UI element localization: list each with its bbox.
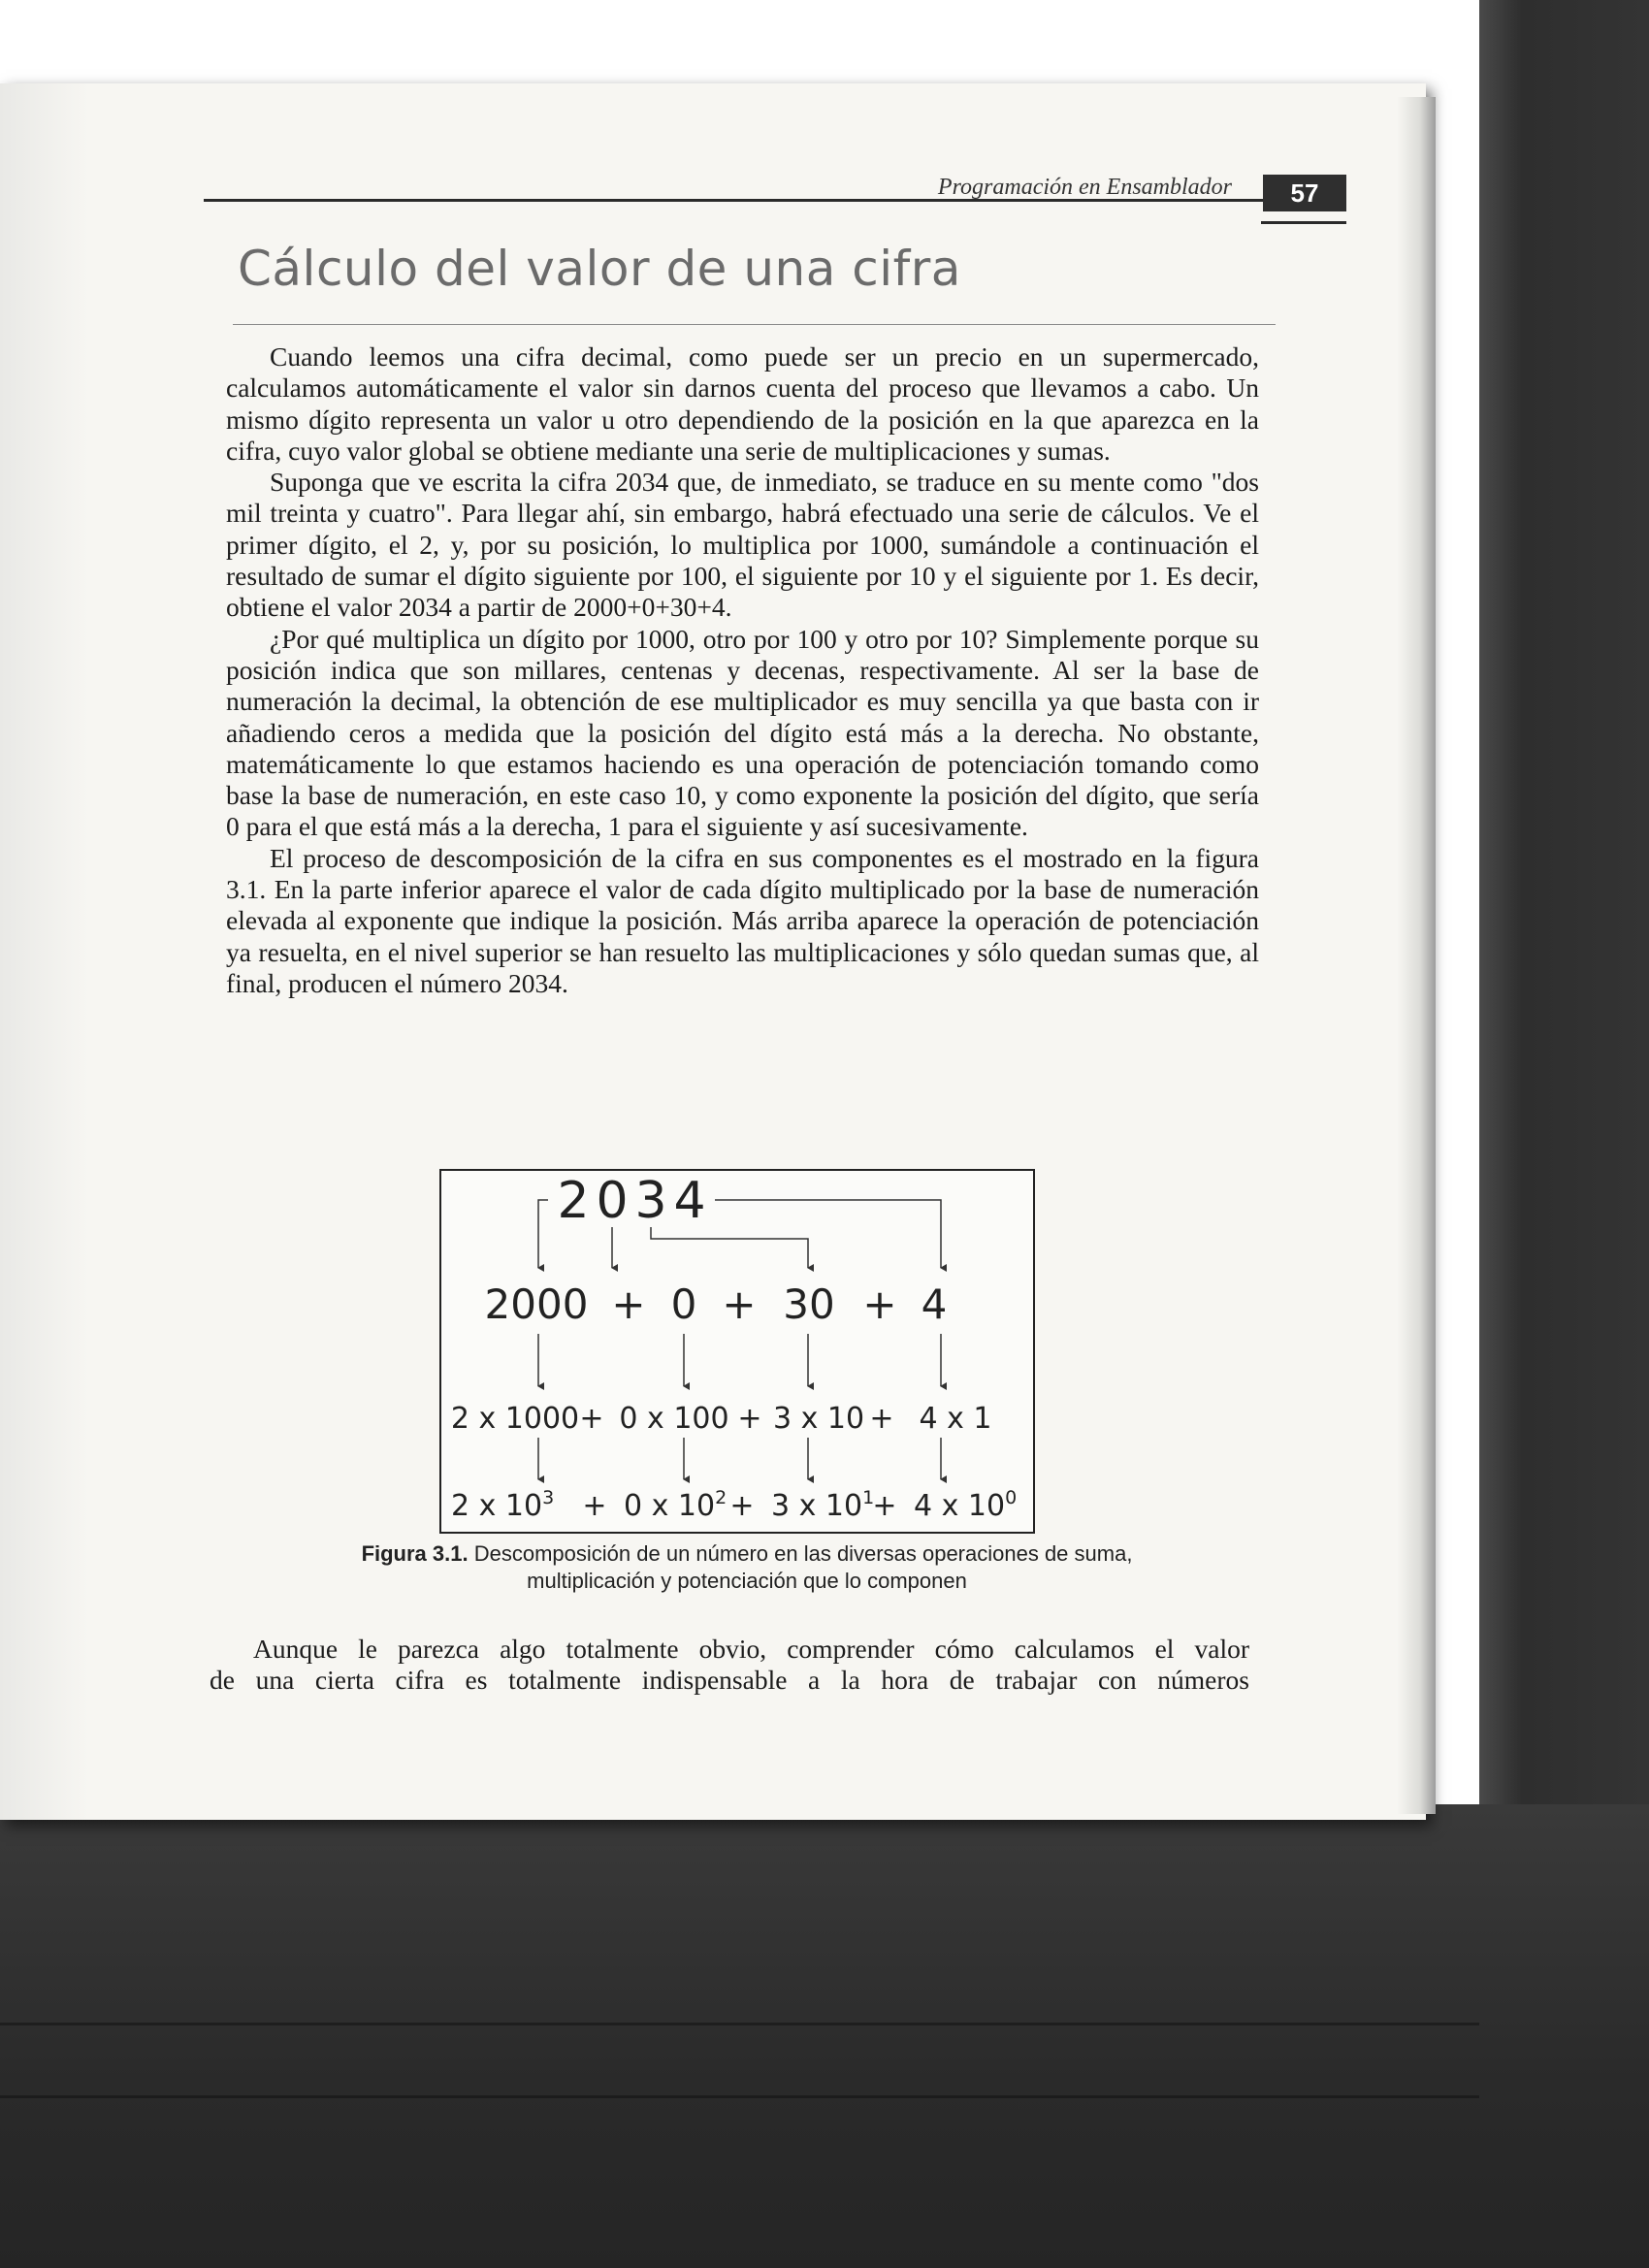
body-text bbox=[226, 341, 1259, 999]
pow-term: 4 x $10^0$ bbox=[914, 1487, 1018, 1523]
plus-sign: + bbox=[582, 1489, 607, 1523]
sum-term: 4 bbox=[921, 1280, 948, 1328]
caption-label: Figura 3.1. bbox=[361, 1541, 469, 1566]
plus-sign: + bbox=[869, 1402, 894, 1436]
digit: 2 bbox=[557, 1172, 590, 1230]
plus-sign: + bbox=[611, 1280, 646, 1328]
closing-text bbox=[210, 1634, 1249, 1696]
plus-sign: + bbox=[737, 1402, 762, 1436]
running-head: Programación en Ensamblador bbox=[937, 175, 1232, 200]
pow-term: 0 x $10^2$ bbox=[624, 1487, 728, 1523]
scan-edge-line bbox=[0, 2023, 1479, 2025]
header-rule bbox=[1261, 221, 1346, 224]
scan-background-bottom bbox=[0, 1804, 1649, 2268]
plus-sign: + bbox=[862, 1280, 897, 1328]
plus-sign: + bbox=[872, 1489, 897, 1523]
page-edge-shadow bbox=[1397, 97, 1436, 1814]
figure-caption bbox=[233, 1540, 1261, 1595]
title-rule bbox=[233, 324, 1276, 325]
figure-3-1 bbox=[439, 1169, 1035, 1534]
plus-sign: + bbox=[722, 1280, 757, 1328]
arrow-connector bbox=[715, 1200, 941, 1268]
arrow-connector bbox=[651, 1227, 808, 1268]
mult-term: 2 x 1000 bbox=[450, 1402, 580, 1436]
scan-edge-line bbox=[0, 2095, 1479, 2098]
sum-term: 2000 bbox=[484, 1280, 589, 1328]
arrow-connector bbox=[538, 1200, 548, 1268]
paragraph: Suponga que ve escrita la cifra 2034 que, de inmediato, se traduce en su mente como "dos mil treinta y cuatro". Para llegar ahí, sin embargo, habrá efectuado una serie de cálculos. Ve el primer dígito, el 2, y, por su posición, lo multiplica por 1000, sumándole a continuación el resultado de sumar el dígito siguiente por 100, el siguiente por 10 y el siguiente por 1. Es decir, obtiene el valor 2034 a partir de 2000+0+30+4. bbox=[226, 467, 1259, 623]
page-number: 57 bbox=[1263, 175, 1346, 211]
paragraph: El proceso de descomposición de la cifra en sus componentes es el mostrado en la figura 3.1. En la parte inferior aparece el valor de cada dígito multiplicado por la base de numeración elevada al exponente que indique la posición. Más arriba aparece la operación de potenciación ya resuelta, en el nivel superior se han resuelto las multiplicaciones y sólo quedan sumas que, al final, producen el número 2034. bbox=[226, 842, 1259, 998]
text-line: de una cierta cifra es totalmente indispensable a la hora de trabajar con números bbox=[210, 1665, 1249, 1695]
text-line: Aunque le parezca algo totalmente obvio, comprender cómo calculamos el valor bbox=[253, 1634, 1249, 1664]
caption-text: multiplicación y potenciación que lo componen bbox=[527, 1569, 967, 1593]
plus-sign: + bbox=[729, 1489, 755, 1523]
caption-text: Descomposición de un número en las diversas operaciones de suma, bbox=[473, 1541, 1133, 1566]
mult-term: 4 x 1 bbox=[919, 1402, 992, 1436]
decomposition-diagram bbox=[441, 1171, 1033, 1532]
digit: 3 bbox=[634, 1172, 667, 1230]
facing-page-edge bbox=[0, 83, 89, 1820]
pow-term: 2 x $10^3$ bbox=[451, 1487, 555, 1523]
mult-term: 0 x 100 bbox=[619, 1402, 729, 1436]
plus-sign: + bbox=[579, 1402, 604, 1436]
paragraph: Cuando leemos una cifra decimal, como puede ser un precio en un supermercado, calculamos automáticamente el valor sin darnos cuenta del proceso que llevamos a cabo. Un mismo dígito representa un valor u otro dependiendo de la posición en la que aparezca en la cifra, cuyo valor global se obtiene mediante una serie de multiplicaciones y sumas. bbox=[226, 341, 1259, 466]
sum-term: 30 bbox=[783, 1280, 835, 1328]
pow-term: 3 x $10^1$ bbox=[771, 1487, 875, 1523]
digit: 4 bbox=[673, 1172, 706, 1230]
digit: 0 bbox=[596, 1172, 629, 1230]
sum-term: 0 bbox=[670, 1280, 697, 1328]
mult-term: 3 x 10 bbox=[772, 1402, 865, 1436]
section-title: Cálculo del valor de una cifra bbox=[238, 241, 961, 297]
paragraph: ¿Por qué multiplica un dígito por 1000, otro por 100 y otro por 10? Simplemente porque su posición indica que son millares, centenas y decenas, respectivamente. Al ser la base de numeración la decimal, la obtención de ese multiplicador es muy sencilla ya que basta con ir añadiendo ceros a medida que la posición del dígito está más a la derecha. No obstante, matemáticamente lo que estamos haciendo es una operación de potenciación tomando como base la base de numeración, en este caso 10, y como exponente la posición del dígito, que sería 0 para el que está más a la derecha, 1 para el siguiente y así sucesivamente. bbox=[226, 623, 1259, 842]
